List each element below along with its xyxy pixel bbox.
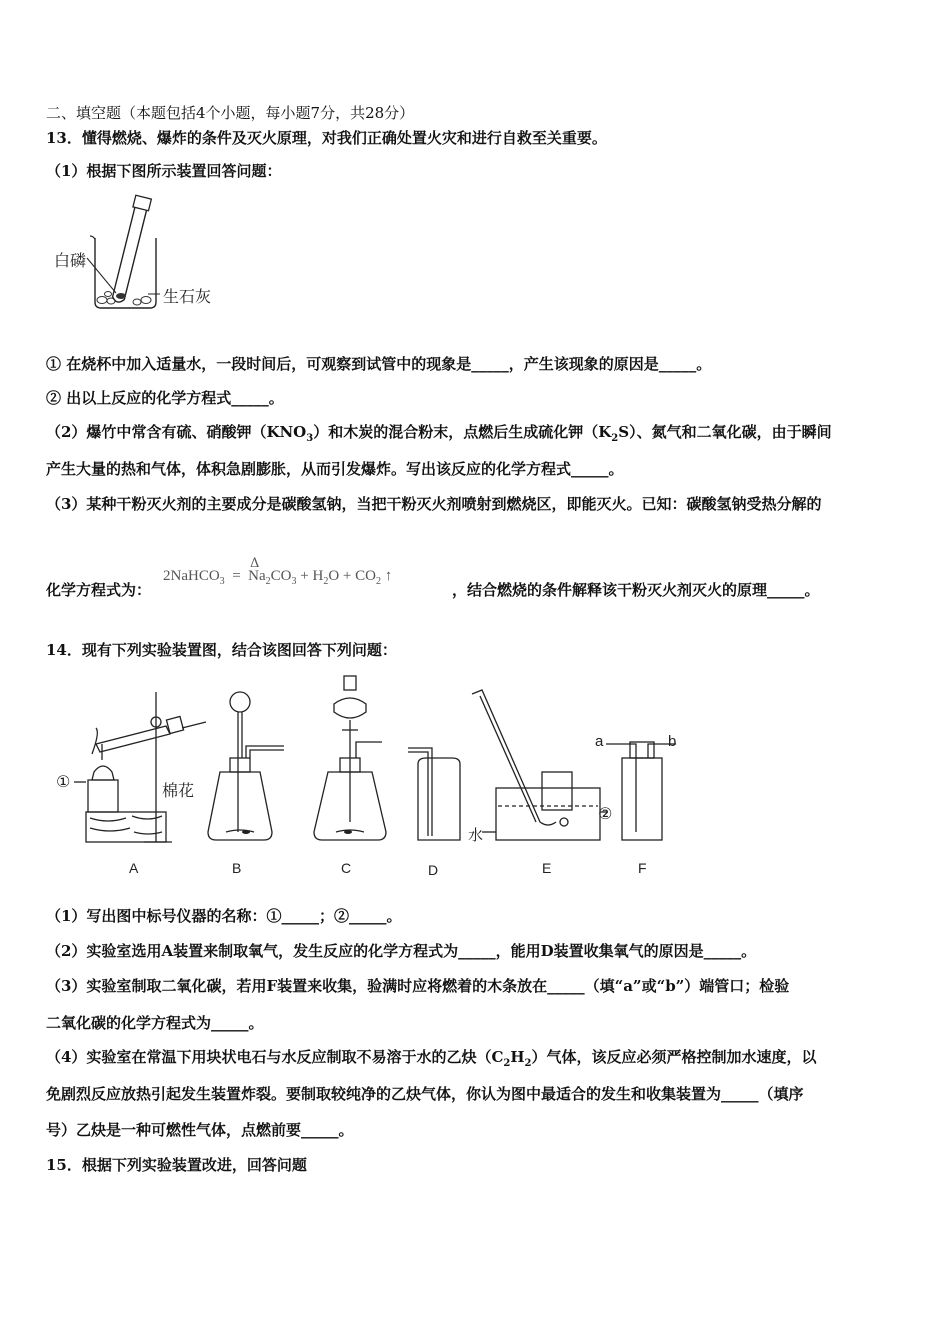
apparatus-figure: [48, 672, 698, 857]
label-circle-1: ①: [56, 774, 71, 791]
label-water: 水: [468, 827, 484, 844]
q13-part1: （1）根据下图所示装置回答问题：: [46, 162, 282, 180]
white-phosphorus: [116, 293, 126, 299]
q14-part4-line3: 号）乙炔是一种可燃性气体，点燃前要_____。: [46, 1121, 354, 1139]
decomposition-equation: 2NaHCO$_3$ = $Na_2CO_3 + H_2O + CO_2$ ↑: [163, 568, 393, 587]
label-circle-2: ②: [598, 806, 613, 823]
label-port-a: a: [595, 733, 604, 750]
q13-part1-a: ① 在烧杯中加入适量水，一段时间后，可观察到试管中的现象是_____，产生该现象的原因是_____。: [46, 355, 712, 373]
q13-part3-prefix: 化学方程式为：: [46, 581, 152, 599]
apparatus-b: [208, 692, 284, 840]
label-cotton: 棉花: [162, 783, 195, 800]
q13-part3-line1: （3）某种干粉灭火剂的主要成分是碳酸氢钠，当把干粉灭火剂喷射到燃烧区，即能灭火。已知：碳酸氢钠受热分解的: [46, 495, 822, 513]
apparatus-c: [314, 676, 386, 840]
label-quicklime: 生石灰: [163, 287, 212, 306]
caption-c: C: [341, 860, 352, 876]
apparatus-f: [606, 742, 676, 840]
q14-part3-line1: （3）实验室制取二氧化碳，若用F装置来收集，验满时应将燃着的木条放在_____（填“a”或“b”）端管口；检验: [46, 977, 790, 995]
q13-part3-suffix: ，结合燃烧的条件解释该干粉灭火剂灭火的原理_____。: [452, 581, 820, 599]
q14-stem: 14．现有下列实验装置图，结合该图回答下列问题：: [46, 641, 397, 659]
caption-d: D: [428, 862, 439, 878]
heat-condition: Δ: [250, 556, 260, 571]
apparatus-a: [74, 692, 206, 842]
q13-stem: 13．懂得燃烧、爆炸的条件及灭火原理，对我们正确处置火灾和进行自救至关重要。: [46, 129, 607, 147]
q14-part4-line1: （4）实验室在常温下用块状电石与水反应制取不易溶于水的乙炔$(C_2H_2)$气体，该反应必须严格控制加水速度，以: [46, 1048, 817, 1069]
caption-b: B: [232, 860, 242, 876]
apparatus-e: [472, 690, 608, 840]
label-white-phosphorus: 白磷: [54, 251, 87, 270]
q14-part2: （2）实验室选用A装置来制取氧气，发生反应的化学方程式为_____，能用D装置收集氧气的原因是_____。: [46, 942, 757, 960]
apparatus-d: [408, 748, 460, 840]
label-port-b: b: [668, 733, 677, 750]
caption-f: F: [638, 860, 647, 876]
beaker: [95, 238, 156, 308]
q13-part2-line1: （2）爆竹中常含有硫、硝酸钾$(KNO_3)$和木炭的混合粉末，点燃后生成硫化钾$(K_2S)$、氮气和二氧化碳，由于瞬间: [46, 423, 832, 444]
q14-part3-line2: 二氧化碳的化学方程式为_____。: [46, 1014, 264, 1032]
q13-part1-b: ② 出以上反应的化学方程式_____。: [46, 389, 284, 407]
section-title: 二、填空题（本题包括4个小题，每小题7分，共28分）: [46, 104, 415, 122]
caption-e: E: [542, 860, 552, 876]
test-tube: [110, 195, 152, 304]
q14-part1: （1）写出图中标号仪器的名称：①_____；②_____。: [46, 907, 402, 925]
q13-part2-line2: 产生大量的热和气体，体积急剧膨胀，从而引发爆炸。写出该反应的化学方程式_____。: [46, 460, 624, 478]
q14-part4-line2: 免剧烈反应放热引起发生装置炸裂。要制取较纯净的乙炔气体，你认为图中最适合的发生和收集装置为_____（填序: [46, 1085, 804, 1103]
q15-stem: 15．根据下列实验装置改进，回答问题: [46, 1156, 307, 1174]
caption-a: A: [129, 860, 139, 876]
